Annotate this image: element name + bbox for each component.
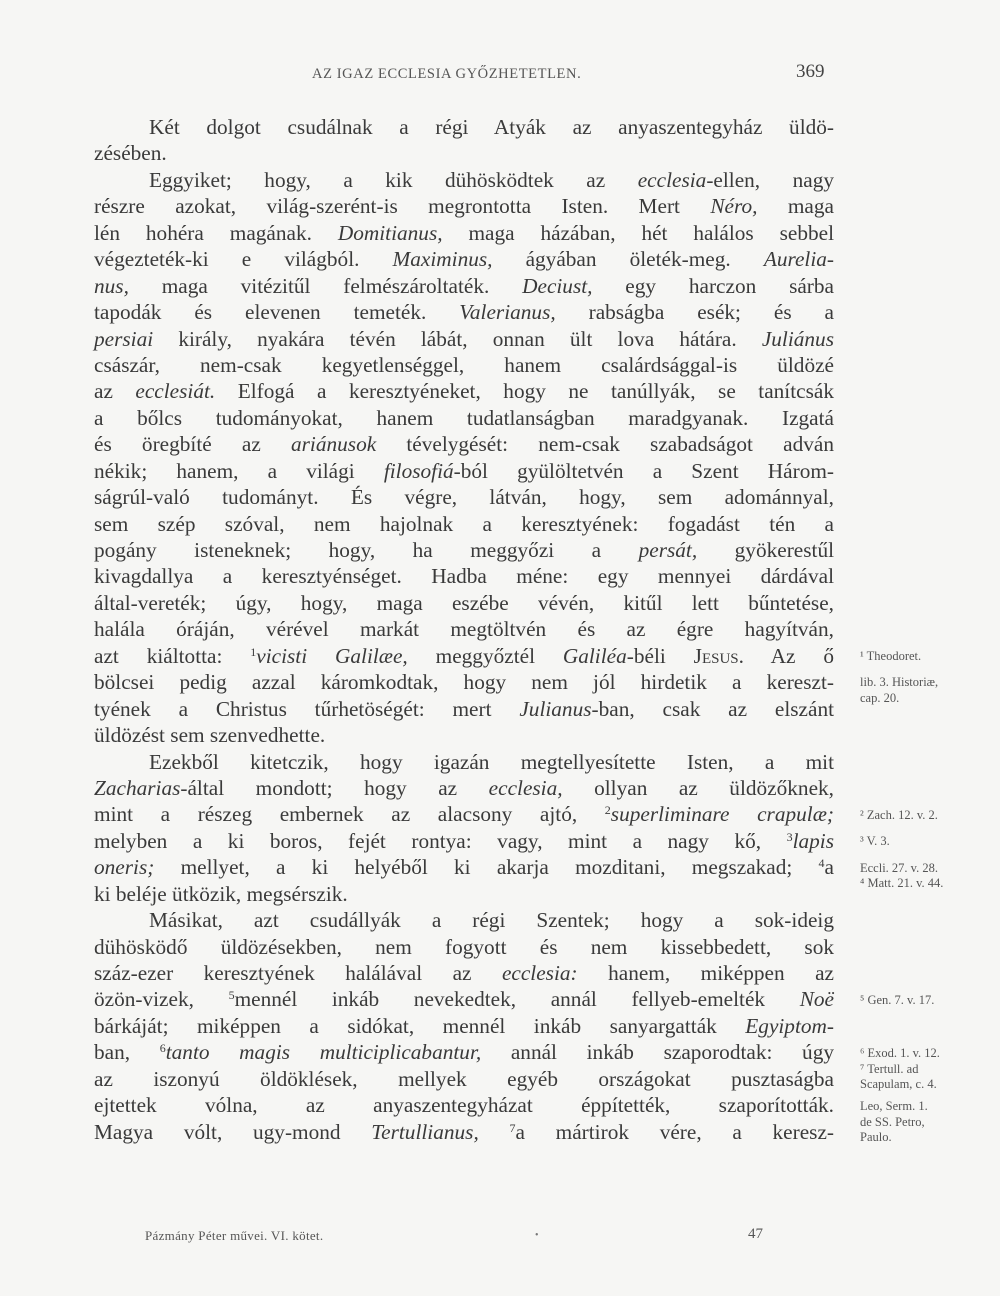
text-run: a bőlcs tudományokat, hanem tudatlanságban maradgyanak. Izgatá (94, 405, 834, 430)
text-run (479, 1120, 510, 1144)
text-run: azt kiáltotta: (94, 643, 251, 668)
text-run: annál inkáb szaporodtak: úgy (481, 1040, 834, 1065)
text-run: gyökerestűl (697, 538, 835, 562)
italic-run: Julianus (519, 696, 592, 721)
text-line (94, 378, 834, 404)
text-run: ban, (94, 1040, 160, 1065)
margin-note: de SS. Petro, (860, 1114, 925, 1129)
text-line (94, 563, 834, 589)
text-run: lén hohéra magának. (94, 220, 338, 245)
text-run: által-vereték; úgy, hogy, maga eszébe vévén, kitűl lett bűntetése, (94, 590, 834, 615)
text-line (94, 907, 834, 933)
text-run: tyének a Christus tűrhetöségét: mert (94, 696, 520, 721)
text-run: rabságba esék; és a (555, 300, 835, 325)
text-line (94, 696, 834, 722)
italic-run: filosofiá (383, 458, 454, 483)
text-line (94, 1066, 834, 1092)
text-line (94, 722, 834, 748)
footnote-marker: 3 (786, 829, 793, 844)
italic-run: ecclesia, (488, 775, 563, 800)
text-run: kivagdallya a keresztyénséget. Hadba méne: egy mennyei dárdával (94, 564, 834, 589)
text-line (94, 246, 834, 272)
text-line (94, 484, 834, 510)
text-run: dühösködő üldözésekben, nem fogyott és nem kissebbedett, sok (94, 934, 834, 959)
italic-run: Juliánus (761, 326, 834, 351)
margin-note: ⁴ Matt. 21. v. 44. (860, 876, 944, 891)
text-line (94, 167, 834, 193)
text-run: Másikat, azt csudállyák a régi Szentek; hogy a sok-ideig (149, 908, 834, 933)
text-line (94, 643, 834, 669)
text-run: üldözést sem szenvedhette. (94, 723, 326, 748)
text-line (94, 405, 834, 431)
italic-run: tanto magis multiciplicabantur, (165, 1040, 482, 1065)
text-run: Két dolgot csudálnak a régi Atyák az anyaszentegyház üldö- (149, 115, 834, 139)
text-run: száz-ezer keresztyének halálával az (94, 961, 502, 985)
margin-note: ² Zach. 12. v. 2. (860, 807, 938, 822)
text-line (94, 828, 834, 854)
text-run: meggyőztél (407, 643, 563, 668)
text-run: király, nyakára tévén lábát, onnan ült lova hátára. (153, 326, 762, 351)
text-line (94, 801, 834, 827)
text-line (94, 537, 834, 563)
text-run: maga vitézitűl felmészároltaték. (128, 273, 523, 298)
text-run: tapodák és elevenen temeték. (94, 300, 460, 325)
text-run: ágyában öleték-meg. (492, 247, 764, 272)
text-run: Elfogá a keresztyéneket, hogy ne tanúllyák, se tanítcsák (215, 379, 834, 404)
italic-run: Néro, (710, 194, 758, 219)
text-run: ságrúl-való tudományt. És végre, látván, hogy, sem adománnyal, (94, 485, 834, 510)
text-run: mellyet, a ki helyéből ki akarja mozditani, megszakad; (154, 855, 819, 880)
text-run: és öregbíté az (94, 432, 291, 457)
italic-run: lapis (792, 828, 834, 853)
text-run: mint a részeg embernek az alacsony ajtó, (94, 802, 605, 827)
footnote-marker: 6 (159, 1041, 166, 1056)
text-line (94, 775, 834, 801)
text-line (94, 616, 834, 642)
footnote-marker: 1 (250, 644, 257, 659)
italic-run: Deciust, (522, 273, 593, 298)
text-line (94, 114, 834, 140)
margin-note: Eccli. 27. v. 28. (860, 860, 938, 875)
italic-run: nus, (94, 273, 129, 298)
text-run: maga házában, hét halálos sebbel (442, 220, 834, 245)
text-run: -által mondott; hogy az (180, 775, 489, 800)
text-run: végezteték-ki e világból. (94, 247, 393, 272)
text-run: zésében. (94, 141, 167, 166)
text-line (94, 1039, 834, 1065)
margin-note: Paulo. (860, 1130, 892, 1145)
text-run: ollyan az üldözőknek, (562, 775, 834, 800)
italic-run: persiai (94, 326, 154, 351)
margin-note: ¹ Theodoret. (860, 649, 922, 663)
text-line (94, 352, 834, 378)
italic-run: Maximinus, (392, 247, 493, 272)
text-run: a (824, 855, 834, 880)
text-run: maga (757, 194, 834, 219)
text-run: pogány isteneknek; hogy, ha meggyőzi a (94, 538, 639, 562)
italic-run: vicisti Galilæe, (256, 643, 408, 668)
text-run: részre azokat, világ-szerént-is megrontotta Isten. Mert (94, 194, 711, 219)
footer-book-title: Pázmány Péter művei. VI. kötet. (145, 1228, 324, 1243)
text-line (94, 431, 834, 457)
italic-run: Egyiptom- (745, 1013, 834, 1038)
italic-run: Tertullianus, (371, 1119, 479, 1144)
margin-note: ⁵ Gen. 7. v. 17. (860, 992, 935, 1007)
italic-run: Domitianus, (337, 220, 443, 245)
text-run: -ban, csak az elszánt (591, 696, 835, 721)
italic-run: oneris; (94, 855, 155, 880)
italic-run: Galiléa (562, 643, 627, 668)
text-run: bölcsei pedig azzal káromkodtak, hogy nem jól hirdetik a kereszt- (94, 670, 834, 695)
text-line (94, 458, 834, 484)
footnote-marker: 2 (604, 803, 611, 818)
text-run: -béli (626, 643, 694, 668)
text-line (94, 299, 834, 325)
text-line (94, 511, 834, 537)
body-text (94, 114, 834, 1145)
text-run: sem szép szóval, nem hajolnak a keresztyének: fogadást tén a (94, 511, 834, 536)
text-line (94, 934, 834, 960)
footnote-marker: 5 (228, 988, 235, 1003)
text-run: ejtettek vólna, az anyaszentegyházat éppítették, szaporították. (94, 1093, 834, 1118)
text-line (94, 960, 834, 986)
text-run: a mártirok vére, a keresz- (515, 1119, 835, 1144)
italic-run: Aurelia- (763, 247, 835, 272)
text-run: az iszonyú öldöklések, mellyek egyéb országokat pusztaságba (94, 1066, 834, 1091)
italic-run: ecclesia (637, 167, 707, 192)
text-line (94, 140, 834, 166)
text-run: ki beléje ütközik, megsérszik. (94, 881, 348, 906)
margin-note: ⁷ Tertull. ad (860, 1061, 919, 1076)
text-line (94, 1013, 834, 1039)
italic-run: ecclesia: (501, 961, 578, 985)
text-run: mennél inkáb nevekedtek, annál fellyeb-emelték (234, 987, 800, 1012)
italic-run: superliminare crapulæ; (610, 802, 834, 827)
running-title: AZ IGAZ ECCLESIA GYŐZHETETLEN. (312, 66, 582, 82)
text-line (94, 1092, 834, 1118)
text-run: hanem, miképpen az (577, 961, 834, 985)
text-run: halála óráján, vérével markát megtöltvén és az égre hagyítván, (94, 617, 834, 642)
margin-note: Scapulam, c. 4. (860, 1077, 937, 1092)
text-line (94, 590, 834, 616)
text-run: -ból gyülöltetvén a Szent Három- (453, 458, 834, 483)
text-run: egy harczon sárba (592, 273, 834, 298)
text-line (94, 749, 834, 775)
margin-note: lib. 3. Historiæ, (860, 675, 939, 690)
footnote-marker: 7 (509, 1120, 516, 1135)
signature-mark: 47 (748, 1226, 763, 1242)
text-line (94, 881, 834, 907)
small-caps-run: Jesus (693, 643, 739, 668)
text-line (94, 273, 834, 299)
margin-note: Leo, Serm. 1. (860, 1098, 928, 1113)
text-run: bárkáját; miképpen a sidókat, mennél inkáb sanyargatták (94, 1013, 746, 1038)
text-run: nékik; hanem, a világi (94, 458, 384, 483)
footnote-marker: 4 (818, 856, 825, 871)
text-run: császár, nem-csak kegyetlenséggel, hanem csalárdsággal-is üldözé (94, 352, 834, 377)
text-run: -ellen, nagy (706, 167, 835, 192)
text-line (94, 326, 834, 352)
text-run: melyben a ki boros, fejét rontya: vagy, mint a nagy kő, (94, 828, 787, 853)
italic-run: persát, (638, 538, 698, 562)
text-run: az (94, 379, 136, 404)
text-line (94, 193, 834, 219)
text-run: özön-vizek, (94, 987, 229, 1012)
page-number: 369 (796, 61, 825, 82)
footer-dot: • (535, 1230, 539, 1241)
italic-run: ecclesiát. (135, 379, 216, 404)
text-line (94, 854, 834, 880)
margin-note: cap. 20. (860, 691, 900, 706)
text-line (94, 1119, 834, 1145)
text-run: tévelygését: nem-csak szabadságot adván (376, 432, 834, 457)
italic-run: Noë (799, 987, 834, 1012)
italic-run: Valerianus, (459, 300, 556, 325)
margin-note: ³ V. 3. (860, 834, 890, 849)
text-line (94, 669, 834, 695)
italic-run: Zacharias (94, 775, 181, 800)
text-run: Magya vólt, ugy-mond (94, 1119, 372, 1144)
text-run: Eggyiket; hogy, a kik dühösködtek az (149, 167, 638, 192)
text-line (94, 986, 834, 1012)
italic-run: ariánusok (290, 432, 377, 457)
text-run: . Az ő (738, 643, 834, 668)
text-line (94, 220, 834, 246)
text-run: Ezekből kitetczik, hogy igazán megtellyesítette Isten, a mit (149, 749, 834, 774)
margin-note: ⁶ Exod. 1. v. 12. (860, 1045, 940, 1060)
